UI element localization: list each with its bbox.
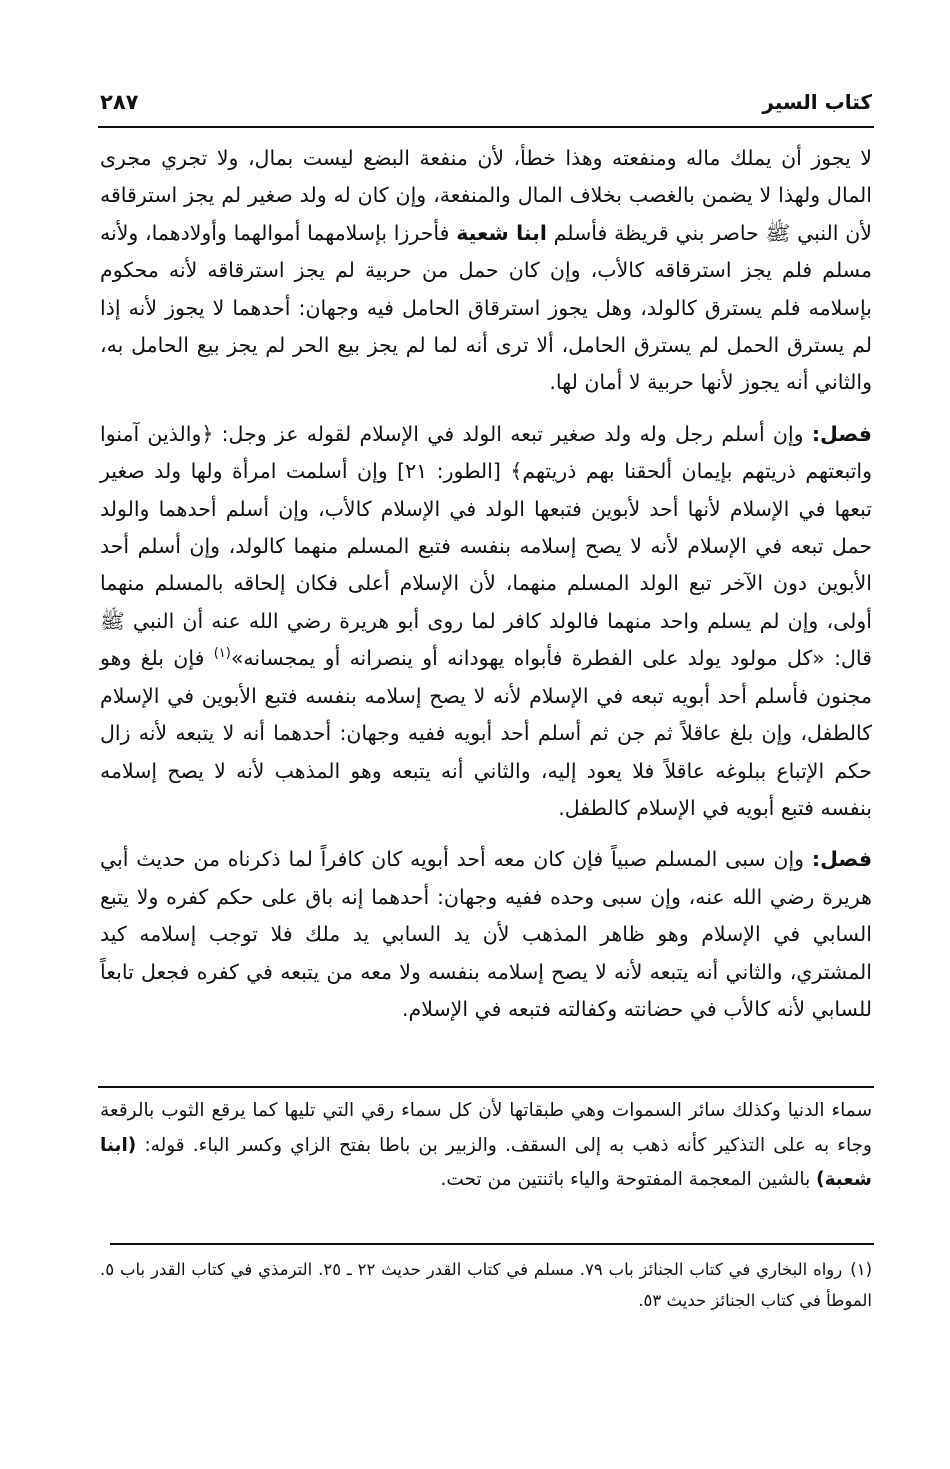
commentary-paragraph bbox=[100, 1094, 872, 1198]
footnote-text: رواه البخاري في كتاب الجنائز باب ٧٩. مسلم في كتاب القدر حديث ٢٢ ـ ٢٥. الترمذي في كتاب القدر باب ٥. الموطأ في كتاب الجنائز حديث ٥٣. bbox=[100, 1260, 872, 1310]
footnote-1 bbox=[100, 1254, 872, 1316]
commentary-text: سماء الدنيا وكذلك سائر السموات وهي طبقاتها لأن كل سماء رقي التي تليها كما يرقع الثوب بالرقعة وجاء به على التذكير كأنه ذهب به إلى السقف. والزبير بن باطا بفتح الزاي وكسر الباء. قوله: bbox=[100, 1100, 872, 1156]
commentary-bold-term: (ابنا شعبة) bbox=[100, 1134, 872, 1190]
commentary-continued: بالشين المعجمة المفتوحة والياء باثنتين من تحت. bbox=[440, 1169, 811, 1190]
bold-name: ابنا شعية bbox=[456, 220, 547, 245]
commentary bbox=[100, 1094, 872, 1198]
paragraph-2-continued: فإن بلغ وهو مجنون فأسلم أحد أبويه تبعه في الإسلام لأنه لا يصح إسلامه بنفسه فتبع الأبوين في الإسلام كالطفل، وإن بلغ عاقلاً ثم جن ثم أسلم أحد أبويه ففيه وجهان: أحدهما أنه لا يتبعه لأنه زال حكم الإتباع ببلوغه عاقلاً فلا يعود إليه، والثاني أنه يتبعه وهو المذهب لأنه لا يصح إسلامه بنفسه فتبع أبويه في الإسلام كالطفل. bbox=[100, 646, 872, 820]
paragraph-1-text: لا يجوز أن يملك ماله ومنفعته وهذا خطأ، لأن منفعة البضع ليست بمال، ولا تجري مجرى المال ولهذا لا يضمن بالغصب بخلاف المال والمنفعة، وإن كان له ولد صغير لم يجز استرقاقه لأن النبي ﷺ حاصر بني قريظة فأسلم bbox=[100, 146, 872, 245]
header-rule bbox=[98, 126, 874, 128]
paragraph-2-text: وإن أسلم رجل وله ولد صغير تبعه الولد في الإسلام لقوله عز وجل: ﴿والذين آمنوا واتبعتهم ذريتهم بإيمان ألحقنا بهم ذريتهم﴾ [الطور: ٢١] وإن أسلمت امرأة ولها ولد صغير تبعها في الإسلام لأنها أحد لأبوين فتبعها الولد في الإسلام كالأب، وإن أسلم أحدهما والولد حمل تبعه في الإسلام لأنه لا يصح إسلامه بنفسه فتبع المسلم منهما كالولد، وإن أسلم أحد الأبوين دون الآخر تبع الولد المسلم منهما، لأن الإسلام أعلى فكان إلحاقه بالمسلم منهما أولى، وإن لم يسلم واحد منهما فالولد كافر لما روى أبو هريرة رضي الله عنه أن النبي ﷺ قال: «كل مولود يولد على الفطرة فأبواه يهودانه أو ينصرانه أو يمجسانه» bbox=[100, 421, 872, 671]
paragraph-3 bbox=[100, 841, 872, 1028]
book-title: كتاب السير bbox=[762, 90, 872, 114]
footnotes bbox=[100, 1254, 872, 1316]
main-text bbox=[100, 140, 872, 1028]
paragraph-3-text: وإن سبى المسلم صبياً فإن كان معه أحد أبويه كان كافراً لما ذكرناه من حديث أبي هريرة رضي الله عنه، وإن سبى وحده ففيه وجهان: أحدهما إنه باق على حكم كفره ولا يتبع السابي في الإسلام وهو ظاهر المذهب لأن يد السابي يد ملك فلا توجب إسلامه كيد المشتري، والثاني أنه يتبعه لأنه لا يصح إسلامه بنفسه ولا معه من يتبعه في كفره فجعل تابعاً للسابي لأنه كالأب في حضانته وكفالته فتبعه في الإسلام. bbox=[100, 847, 872, 1021]
footnote-number: (١) bbox=[850, 1260, 872, 1279]
commentary-rule bbox=[98, 1086, 874, 1088]
paragraph-2 bbox=[100, 416, 872, 827]
paragraph-1 bbox=[100, 140, 872, 402]
running-head bbox=[100, 84, 872, 120]
page-number: ٢٨٧ bbox=[100, 90, 139, 114]
paragraph-1-continued: فأحرزا بإسلامهما أموالهما وأولادهما، ولأنه مسلم فلم يجز استرقاقه كالأب، وإن كان حمل من حربية لم يجز استرقاقه لأنه محكوم بإسلامه فلم يسترق كالولد، وهل يجوز استرقاق الحامل فيه وجهان: أحدهما لا يجوز لأنه إذا لم يسترق الحمل لم يسترق الحامل، ألا ترى أنه لما لم يجز بيع الحر لم يجز بيع الحامل به، والثاني أنه يجوز لأنها حربية لا أمان لها. bbox=[100, 220, 872, 395]
footnote-reference: (١) bbox=[213, 646, 231, 662]
section-lead-word: فصل: bbox=[811, 421, 872, 446]
section-lead-word: فصل: bbox=[811, 847, 872, 872]
footnote-rule bbox=[110, 1243, 874, 1245]
